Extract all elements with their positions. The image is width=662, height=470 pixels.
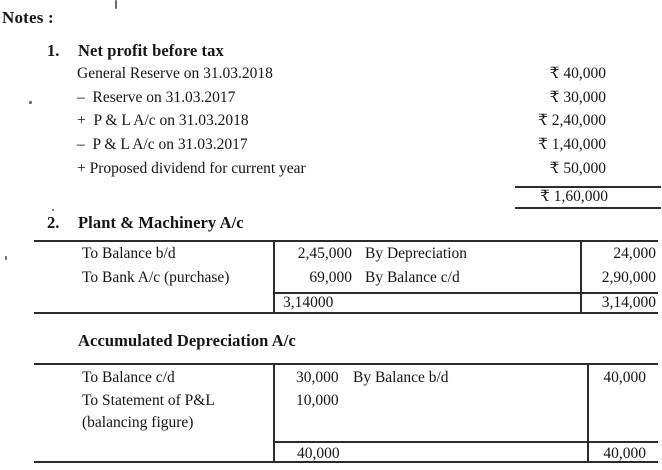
plant-machinery-table xyxy=(34,240,658,314)
totals-rule xyxy=(273,441,658,443)
accumulated-depreciation-title: Accumulated Depreciation A/c xyxy=(78,331,296,350)
note1-total xyxy=(515,186,661,209)
scan-artifact xyxy=(52,209,54,211)
debit-amount-divider xyxy=(273,365,275,461)
note1-total-amount: ₹ 1,60,000 xyxy=(540,188,608,205)
debit-total-amount: 40,000 xyxy=(297,445,340,462)
scan-artifact xyxy=(29,101,32,104)
note1-number: 1. xyxy=(47,41,60,60)
note1-line-label: General Reserve on 31.03.2018 xyxy=(77,65,273,82)
debit-entry-name: To Bank A/c (purchase) xyxy=(82,269,230,286)
credit-entry-name: By Depreciation xyxy=(365,245,468,262)
credit-entry-amount: 40,000 xyxy=(603,369,646,386)
debit-entry-name: (balancing figure) xyxy=(82,414,194,431)
debit-entry-amount: 30,000 xyxy=(296,369,339,386)
note2-title: Plant & Machinery A/c xyxy=(78,213,244,232)
note2-number: 2. xyxy=(47,213,60,232)
note1-line-amount: ₹ 2,40,000 xyxy=(538,112,606,129)
notes-heading: Notes : xyxy=(2,8,54,27)
credit-total-amount: 3,14,000 xyxy=(601,294,656,311)
note1-line xyxy=(77,159,606,179)
debit-total-amount: 3,14000 xyxy=(283,294,334,311)
debit-entry-amount: 10,000 xyxy=(296,392,339,409)
debit-amount-divider xyxy=(273,242,275,312)
note1-line xyxy=(77,64,606,84)
note1-line-amount: ₹ 1,40,000 xyxy=(538,136,606,153)
credit-total-amount: 40,000 xyxy=(603,445,646,462)
note1-line-label: – Reserve on 31.03.2017 xyxy=(77,89,236,106)
note1-line-label: – P & L A/c on 31.03.2017 xyxy=(77,136,248,153)
note1-line-label: + P & L A/c on 31.03.2018 xyxy=(77,112,249,129)
scan-artifact xyxy=(5,256,7,260)
credit-amount-divider xyxy=(580,242,582,312)
note1-line-label: + Proposed dividend for current year xyxy=(77,160,306,177)
debit-entry-name: To Balance c/d xyxy=(82,369,175,386)
credit-entry-amount: 2,90,000 xyxy=(601,269,656,286)
credit-entry-name: By Balance c/d xyxy=(365,269,460,286)
scan-artifact xyxy=(115,0,117,9)
accumulated-depreciation-table xyxy=(34,363,658,463)
credit-entry-amount: 24,000 xyxy=(613,245,656,262)
debit-entry-amount: 2,45,000 xyxy=(297,245,352,262)
note1-line xyxy=(77,111,606,131)
note1-title: Net profit before tax xyxy=(78,41,224,60)
debit-entry-name: To Statement of P&L xyxy=(82,392,215,409)
debit-entry-amount: 69,000 xyxy=(309,269,352,286)
debit-entry-name: To Balance b/d xyxy=(82,245,176,262)
credit-entry-name: By Balance b/d xyxy=(353,369,449,386)
note1-line xyxy=(77,135,606,155)
note1-line xyxy=(77,88,606,108)
note1-line-amount: ₹ 30,000 xyxy=(549,89,606,106)
note1-line-amount: ₹ 50,000 xyxy=(549,160,606,177)
note1-line-amount: ₹ 40,000 xyxy=(549,65,606,82)
